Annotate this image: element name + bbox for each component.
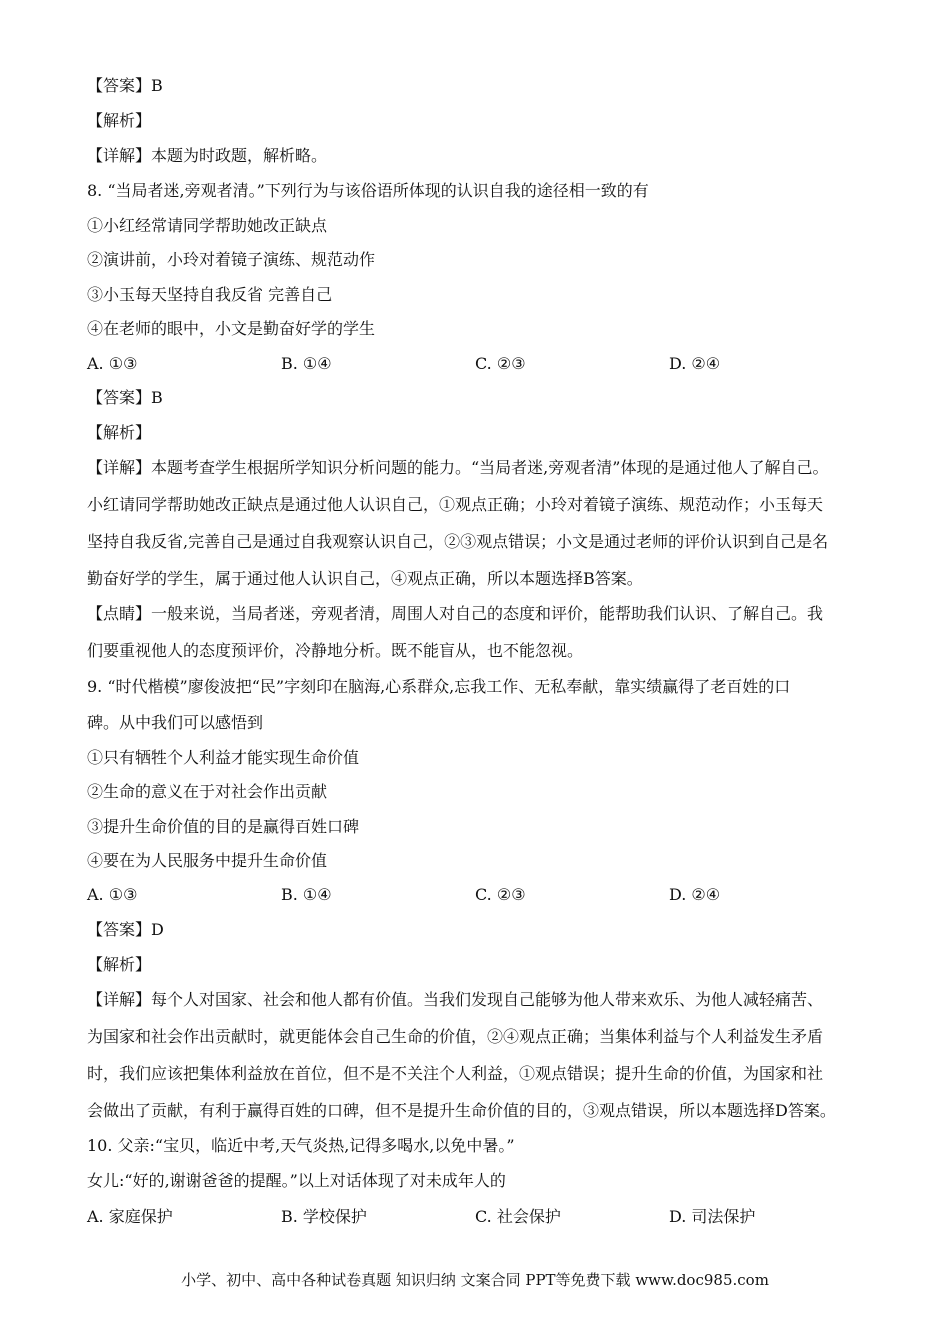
question-9-stem: 碑。从中我们可以感悟到 bbox=[87, 713, 264, 732]
detail-text: 会做出了贡献，有利于赢得百姓的口碑，但不是提升生命价值的目的，③观点错误，所以本题选择D答案。 bbox=[87, 1101, 836, 1120]
detail-text: 为国家和社会作出贡献时，就更能体会自己生命的价值，②④观点正确；当集体利益与个人利益发生矛盾 bbox=[87, 1027, 824, 1046]
detail-text: 时，我们应该把集体利益放在首位，但不是不关注个人利益，①观点错误；提升生命的价值，为国家和社 bbox=[87, 1064, 824, 1083]
option-b: B. ①④ bbox=[281, 885, 332, 904]
option-d: D. ②④ bbox=[669, 354, 721, 373]
detail-text: 小红请同学帮助她改正缺点是通过他人认识自己，①观点正确；小玲对着镜子演练、规范动作；小玉每天 bbox=[87, 495, 824, 514]
answer-label: 【答案】B bbox=[87, 388, 163, 407]
answer-label: 【答案】D bbox=[87, 920, 164, 939]
question-8-statement-3: ③小玉每天坚持自我反省 完善自己 bbox=[87, 285, 333, 304]
detail-text: 勤奋好学的学生，属于通过他人认识自己，④观点正确，所以本题选择B答案。 bbox=[87, 569, 643, 588]
option-d: D. ②④ bbox=[669, 885, 721, 904]
answer-label: 【答案】B bbox=[87, 76, 163, 95]
tip-text: 们要重视他人的态度预评价，冷静地分析。既不能盲从，也不能忽视。 bbox=[87, 641, 584, 660]
option-a: A. ①③ bbox=[87, 885, 138, 904]
question-10-stem: 10. 父亲:“宝贝，临近中考,天气炎热,记得多喝水,以免中暑。” bbox=[87, 1136, 515, 1155]
question-8-statement-4: ④在老师的眼中，小文是勤奋好学的学生 bbox=[87, 319, 376, 338]
question-9-statement-4: ④要在为人民服务中提升生命价值 bbox=[87, 851, 328, 870]
option-c: C. ②③ bbox=[475, 885, 526, 904]
detail-text: 【详解】本题考查学生根据所学知识分析问题的能力。“当局者迷,旁观者清”体现的是通过他人了解自己。 bbox=[87, 458, 829, 477]
detail-text: 坚持自我反省,完善自己是通过自我观察认识自己，②③观点错误；小文是通过老师的评价认识到自己是名 bbox=[87, 532, 829, 551]
question-9-statement-3: ③提升生命价值的目的是赢得百姓口碑 bbox=[87, 817, 360, 836]
question-8-options bbox=[87, 354, 887, 374]
question-9-options bbox=[87, 885, 887, 905]
detail-text: 【详解】每个人对国家、社会和他人都有价值。当我们发现自己能够为他人带来欢乐、为他人减轻痛苦、 bbox=[87, 990, 824, 1009]
question-8-statement-1: ①小红经常请同学帮助她改正缺点 bbox=[87, 216, 328, 235]
option-b: B. 学校保护 bbox=[281, 1207, 367, 1226]
option-c: C. ②③ bbox=[475, 354, 526, 373]
analysis-label: 【解析】 bbox=[87, 111, 152, 130]
question-8-statement-2: ②演讲前，小玲对着镜子演练、规范动作 bbox=[87, 250, 376, 269]
analysis-label: 【解析】 bbox=[87, 423, 152, 442]
question-9-statement-1: ①只有牺牲个人利益才能实现生命价值 bbox=[87, 748, 360, 767]
page-footer: 小学、初中、高中各种试卷真题 知识归纳 文案合同 PPT等免费下载 www.doc985.com bbox=[181, 1271, 769, 1289]
tip-text: 【点睛】一般来说，当局者迷，旁观者清，周围人对自己的态度和评价，能帮助我们认识、了解自己。我 bbox=[87, 604, 824, 623]
option-b: B. ①④ bbox=[281, 354, 332, 373]
detail-text: 【详解】本题为时政题，解析略。 bbox=[87, 146, 328, 165]
analysis-label: 【解析】 bbox=[87, 955, 152, 974]
option-d: D. 司法保护 bbox=[669, 1207, 756, 1226]
option-c: C. 社会保护 bbox=[475, 1207, 561, 1226]
question-10-options bbox=[87, 1207, 887, 1227]
question-9-statement-2: ②生命的意义在于对社会作出贡献 bbox=[87, 782, 328, 801]
question-8-stem: 8. “当局者迷,旁观者清。”下列行为与该俗语所体现的认识自我的途径相一致的有 bbox=[87, 181, 649, 200]
question-10-stem: 女儿:“好的,谢谢爸爸的提醒。”以上对话体现了对未成年人的 bbox=[87, 1171, 506, 1190]
question-9-stem: 9. “时代楷模”廖俊波把“民”字刻印在脑海,心系群众,忘我工作、无私奉献，靠实绩赢得了老百姓的口 bbox=[87, 677, 791, 696]
option-a: A. ①③ bbox=[87, 354, 138, 373]
option-a: A. 家庭保护 bbox=[87, 1207, 173, 1226]
